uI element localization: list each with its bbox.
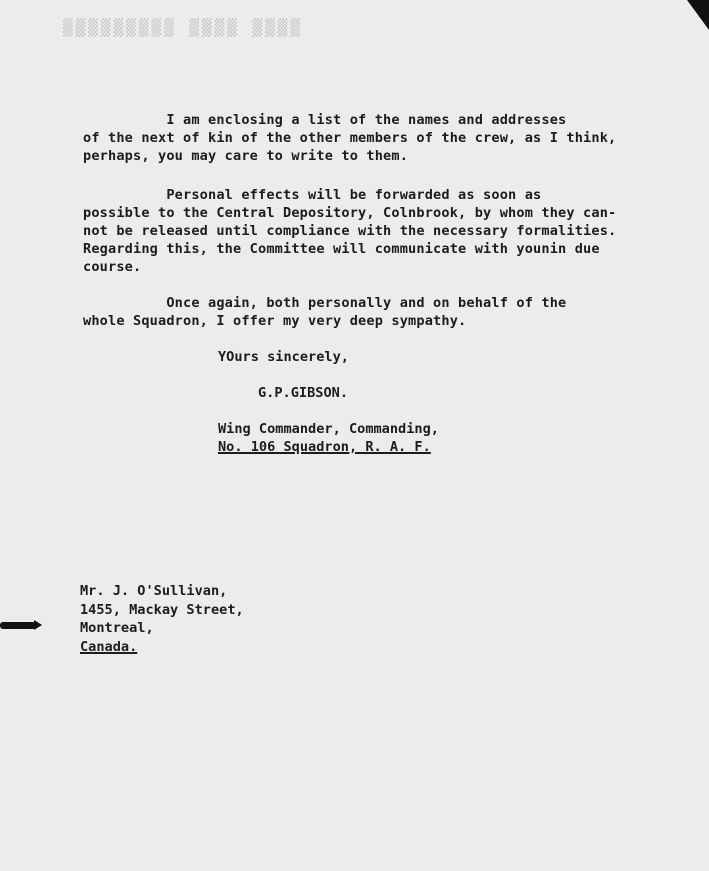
paragraph-personal-effects bbox=[83, 186, 663, 276]
text-line: possible to the Central Depository, Colnbrook, by whom they can- bbox=[83, 205, 617, 221]
signature-unit: No. 106 Squadron, R. A. F. bbox=[218, 439, 431, 455]
text-line: not be released until compliance with the necessary formalities. bbox=[83, 223, 617, 239]
text-line: course. bbox=[83, 259, 142, 275]
arrow-mark bbox=[0, 622, 36, 629]
paragraph-enclosure bbox=[83, 111, 663, 165]
text-line: Regarding this, the Committee will communicate with younin due bbox=[83, 241, 600, 257]
text-line: of the next of kin of the other members of the crew, as I think, bbox=[83, 130, 617, 146]
address-line: Canada. bbox=[80, 638, 138, 655]
closing-salutation: YOurs sincerely, bbox=[218, 349, 349, 365]
signature-name: G.P.GIBSON. bbox=[258, 385, 349, 401]
address-line: Mr. J. O'Sullivan, bbox=[80, 583, 228, 599]
paragraph-sympathy bbox=[83, 294, 663, 330]
signature-title: Wing Commander, Commanding, bbox=[218, 421, 439, 437]
text-line: I am enclosing a list of the names and addresses bbox=[83, 112, 567, 128]
text-line: whole Squadron, I offer my very deep sympathy. bbox=[83, 313, 467, 329]
bleed-through-texture: ▒▒▒▒ ▒▒▒▒ ▒▒▒▒▒▒▒▒▒ bbox=[60, 18, 301, 37]
text-line: Once again, both personally and on behalf of the bbox=[83, 295, 567, 311]
recipient-address bbox=[80, 582, 244, 656]
page-corner bbox=[687, 0, 709, 30]
address-line: Montreal, bbox=[80, 620, 154, 636]
text-line: perhaps, you may care to write to them. bbox=[83, 148, 409, 164]
address-line: 1455, Mackay Street, bbox=[80, 601, 244, 618]
text-line: Personal effects will be forwarded as soon as bbox=[83, 187, 542, 203]
